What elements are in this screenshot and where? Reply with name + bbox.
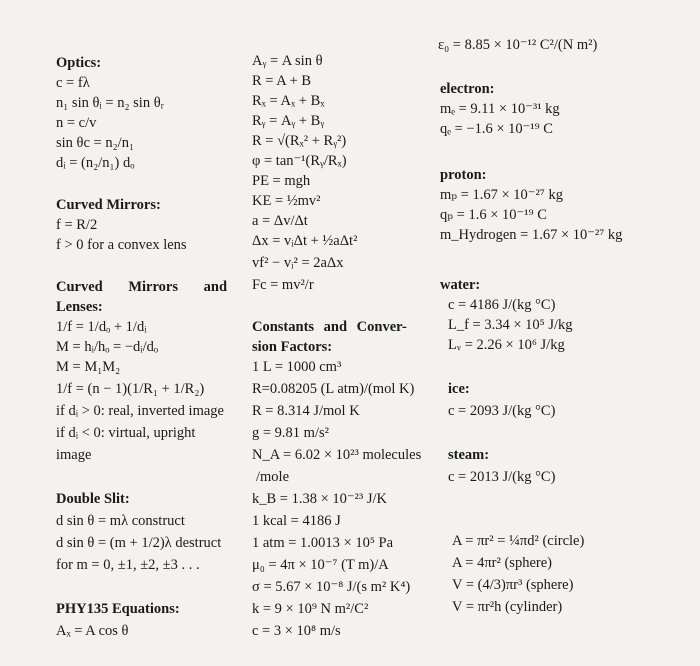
hydrogen-mass: m_Hydrogen = 1.67 × 10⁻²⁷ kg [440,227,623,243]
constant-7: 1 kcal = 4186 J [252,513,341,529]
constant-12: c = 3 × 10⁸ m/s [252,623,341,639]
constants-heading-1: Constants and Conver- [252,319,407,335]
geometry-eq-3: V = (4/3)πr³ (sphere) [452,577,574,593]
lens-eq-1: 1/f = 1/dₒ + 1/dᵢ [56,319,147,335]
mirrors-lenses-heading-2: Lenses: [56,299,103,315]
curved-mirrors-heading: Curved Mirrors: [56,197,161,213]
mechanics-eq-11: vf² − vᵢ² = 2aΔx [252,255,344,271]
electron-charge: qₑ = −1.6 × 10⁻¹⁹ C [440,121,553,137]
ice-c: c = 2093 J/(kg °C) [448,403,556,419]
constant-2: R=0.08205 (L atm)/(mol K) [252,381,415,397]
phy135-eq-1: Aₓ = A cos θ [56,623,129,639]
constant-4: g = 9.81 m/s² [252,425,329,441]
mechanics-eq-6: φ = tan⁻¹(Rᵧ/Rₓ) [252,153,347,169]
mechanics-eq-8: KE = ½mv² [252,193,321,209]
constant-9: μ₀ = 4π × 10⁻⁷ (T m)/A [252,557,389,573]
constant-8: 1 atm = 1.0013 × 10⁵ Pa [252,535,394,551]
geometry-eq-1: A = πr² = ¼πd² (circle) [452,533,585,549]
mechanics-eq-2: R = A + B [252,73,312,89]
optics-heading: Optics: [56,55,102,71]
geometry-eq-4: V = πr²h (cylinder) [452,599,563,615]
optics-eq-3: n = c/v [56,115,97,131]
lens-eq-3: M = M₁M₂ [56,359,121,375]
mechanics-eq-1: Aᵧ = A sin θ [252,53,323,69]
mechanics-eq-9: a = Δv/Δt [252,213,308,229]
mechanics-eq-10: Δx = vᵢΔt + ½aΔt² [252,233,358,249]
water-lv: Lᵥ = 2.26 × 10⁶ J/kg [448,337,565,353]
epsilon-constant: ε₀ = 8.85 × 10⁻¹² C²/(N m²) [438,37,598,53]
steam-heading: steam: [448,447,490,463]
mirrors-lenses-heading-1: Curved Mirrors and [56,279,228,295]
lens-eq-6: if dᵢ < 0: virtual, upright [56,425,196,441]
lens-eq-4: 1/f = (n − 1)(1/R₁ + 1/R₂) [56,381,205,397]
mechanics-eq-5: R = √(Rₓ² + Rᵧ²) [252,133,347,149]
lens-eq-5: if dᵢ > 0: real, inverted image [56,403,224,419]
optics-eq-2: n₁ sin θᵢ = n₂ sin θᵣ [56,95,164,111]
constant-6: k_B = 1.38 × 10⁻²³ J/K [252,491,388,507]
double-slit-eq-2: d sin θ = (m + 1/2)λ destruct [56,535,222,551]
electron-mass: mₑ = 9.11 × 10⁻³¹ kg [440,101,560,117]
constant-3: R = 8.314 J/mol K [252,403,360,419]
steam-c: c = 2013 J/(kg °C) [448,469,556,485]
water-c: c = 4186 J/(kg °C) [448,297,556,313]
constant-10: σ = 5.67 × 10⁻⁸ J/(s m² K⁴) [252,579,411,595]
lens-eq-2: M = hᵢ/hₒ = −dᵢ/dₒ [56,339,159,355]
constants-heading-2: sion Factors: [252,339,333,355]
optics-eq-5: dᵢ = (n₂/n₁) dₒ [56,155,135,171]
optics-eq-1: c = fλ [56,75,90,91]
double-slit-eq-3: for m = 0, ±1, ±2, ±3 . . . [56,557,200,573]
constant-5: N_A = 6.02 × 10²³ molecules [252,447,422,463]
constant-5-cont: /mole [256,469,290,485]
lens-eq-7: image [56,447,92,463]
constant-11: k = 9 × 10⁹ N m²/C² [252,601,369,617]
phy135-heading: PHY135 Equations: [56,601,180,617]
proton-mass: mₚ = 1.67 × 10⁻²⁷ kg [440,187,563,203]
proton-charge: qₚ = 1.6 × 10⁻¹⁹ C [440,207,547,223]
geometry-eq-2: A = 4πr² (sphere) [452,555,552,571]
mechanics-eq-7: PE = mgh [252,173,311,189]
electron-heading: electron: [440,81,495,97]
mechanics-eq-4: Rᵧ = Aᵧ + Bᵧ [252,113,325,129]
mechanics-eq-12: Fc = mv²/r [252,277,314,293]
constant-1: 1 L = 1000 cm³ [252,359,342,375]
curved-mirrors-eq-1: f = R/2 [56,217,98,233]
double-slit-eq-1: d sin θ = mλ construct [56,513,185,529]
ice-heading: ice: [448,381,470,397]
water-heading: water: [440,277,481,293]
curved-mirrors-eq-2: f > 0 for a convex lens [56,237,187,253]
proton-heading: proton: [440,167,487,183]
water-lf: L_f = 3.34 × 10⁵ J/kg [448,317,573,333]
mechanics-eq-3: Rₓ = Aₓ + Bₓ [252,93,325,109]
double-slit-heading: Double Slit: [56,491,130,507]
optics-eq-4: sin θc = n₂/n₁ [56,135,134,151]
